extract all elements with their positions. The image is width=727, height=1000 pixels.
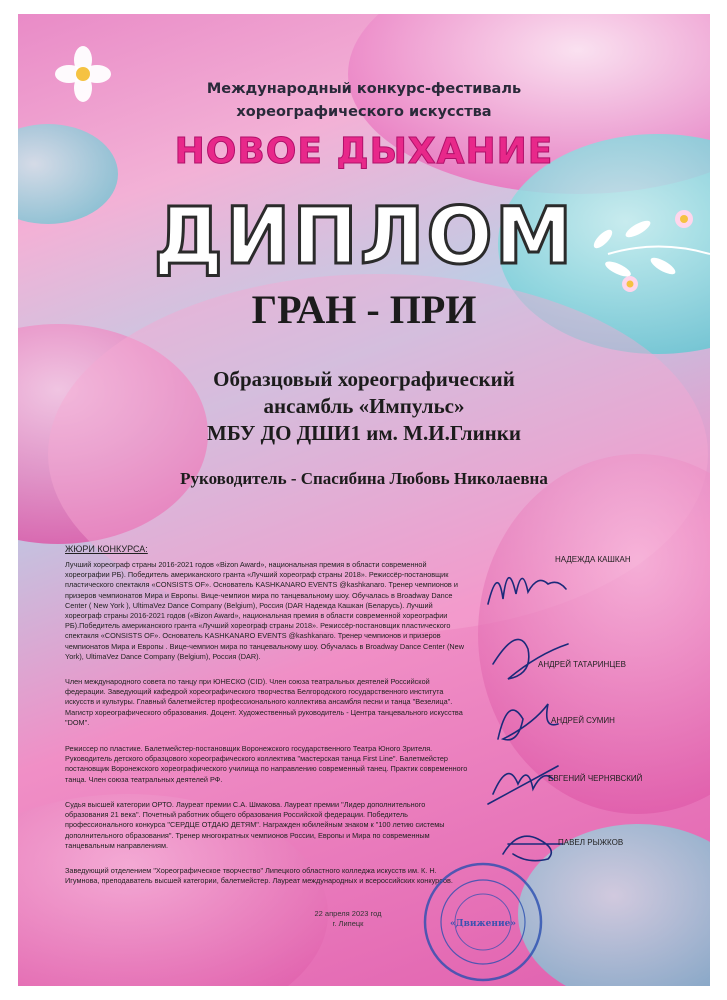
header-line-2: хореографического искусства [236, 104, 492, 120]
stamp-seal [418, 859, 548, 984]
signatures [478, 554, 578, 874]
leader-line: Руководитель - Спасибина Любовь Николаевна [180, 469, 548, 488]
jury-name-2: АНДРЕЙ ТАТАРИНЦЕВ [538, 660, 626, 669]
stamp-center-text: «Движение» [450, 919, 516, 929]
date-text: 22 апреля 2023 год [314, 909, 382, 918]
ensemble-line-1: Образцовый хореографический [213, 367, 515, 391]
ensemble-line-2: ансамбль «Импульс» [263, 394, 465, 418]
city-text: г. Липецк [332, 919, 364, 928]
jury-paragraph-2: Член международного совета по танцу при ЮНЕСКО (CID). Член союза театральных деятелей Российской федерации. Заведующий кафедрой хореографического творчества Белгородского государственного института искусств и культуры. Главный балетмейстер профессионального коллектива ансамбля песни и танца "Везелица". Магистр хореографического образования. Доцент. Художественный руководитель - Центра танцевального искусства "DOM". [65, 677, 463, 727]
diploma-sheet [18, 14, 710, 986]
jury-paragraph-5: Заведующий отделением "Хореографическое творчество" Липецкого областного колледжа искусств им. К. Н. Игумнова, преподаватель высшей категории, балетмейстер. Лауреат международных и всероссийских конкурсов. [65, 866, 453, 886]
header-line-1: Международный конкурс-фестиваль [206, 81, 522, 97]
jury-name-5: ПАВЕЛ РЫЖКОВ [558, 838, 624, 847]
jury-paragraph-1: Лучший хореограф страны 2016-2021 годов «Bizon Award», национальная премия в области современной хореографии РБ). Победитель американского гранта «Лучший хореограф страны 2018». Режиссёр-постановщик пластического спектакля «CONSISTS OF». Основатель KASHKANARO EVENTS @kashkanaro. Тренер чемпионов и призеров чемпионатов Мира и Европы. Вице-чемпион мира по танцевальному шоу. Обучалась в Broadway Dance Center ( New York ), UltimaVez Dance Company (Belgium), Россия (DAR Надежда Кашкан (Беларусь). Лучший хореограф страны 2016-2021 годов («Bizon Award», национальная премия в области современной хореографии РБ).Победитель американского гранта «Лучший хореограф страны 2018». Режиссёр-постановщик пластического спектакля «CONSISTS OF». Основатель KASHKANARO EVENTS @kashkanaro. Тренер чемпионов и призеров чемпионатов Мира и Европы . Вице-чемпион мира по танцевальному шоу. Обучалась в Broadway Dance Center (New York), UltimaVez Dance Company (Belgium), Россия (DAR). [65, 560, 465, 661]
jury-name-4: ЕВГЕНИЙ ЧЕРНЯВСКИЙ [548, 774, 643, 783]
ensemble-line-3: МБУ ДО ДШИ1 им. М.И.Глинки [207, 421, 521, 445]
signature-3 [498, 704, 558, 740]
jury-name-1: НАДЕЖДА КАШКАН [555, 555, 631, 564]
diploma-title: ДИПЛОМ [153, 192, 575, 282]
signature-4 [488, 766, 558, 804]
jury-heading: ЖЮРИ КОНКУРСА: [65, 544, 148, 554]
signature-1 [488, 578, 566, 604]
festival-name: НОВОЕ ДЫХАНИЕ [174, 131, 554, 172]
jury-name-3: АНДРЕЙ СУМИН [551, 716, 615, 725]
signature-5 [503, 836, 563, 861]
award-title: ГРАН - ПРИ [251, 287, 477, 332]
date-block [288, 909, 408, 929]
jury-paragraph-3: Режиссер по пластике. Балетмейстер-постановщик Воронежского государственного Театра Юного Зрителя. Руководитель детского образцового хореографического коллектива "мастерская танца First Line". Балетмейстер постановщик Воронежского хореографического училища по направлению современный танец. Практик современного танца. Член союза театральных деятелей РФ. [65, 744, 468, 784]
jury-paragraph-4: Судья высшей категории ОРТО. Лауреат премии С.А. Шмакова. Лауреат премии "Лидер дополнительного образования 21 века". Почетный работник общего образования Российской федерации. Победитель профессионального конкурса "СЕРДЦЕ ОТДАЮ ДЕТЯМ". Награжден юбилейным знаком к "100 летию системы дополнительного образования". Тренер многократных чемпионов России, Европы и Мира по современным танцевальным направлениям. [65, 800, 445, 850]
